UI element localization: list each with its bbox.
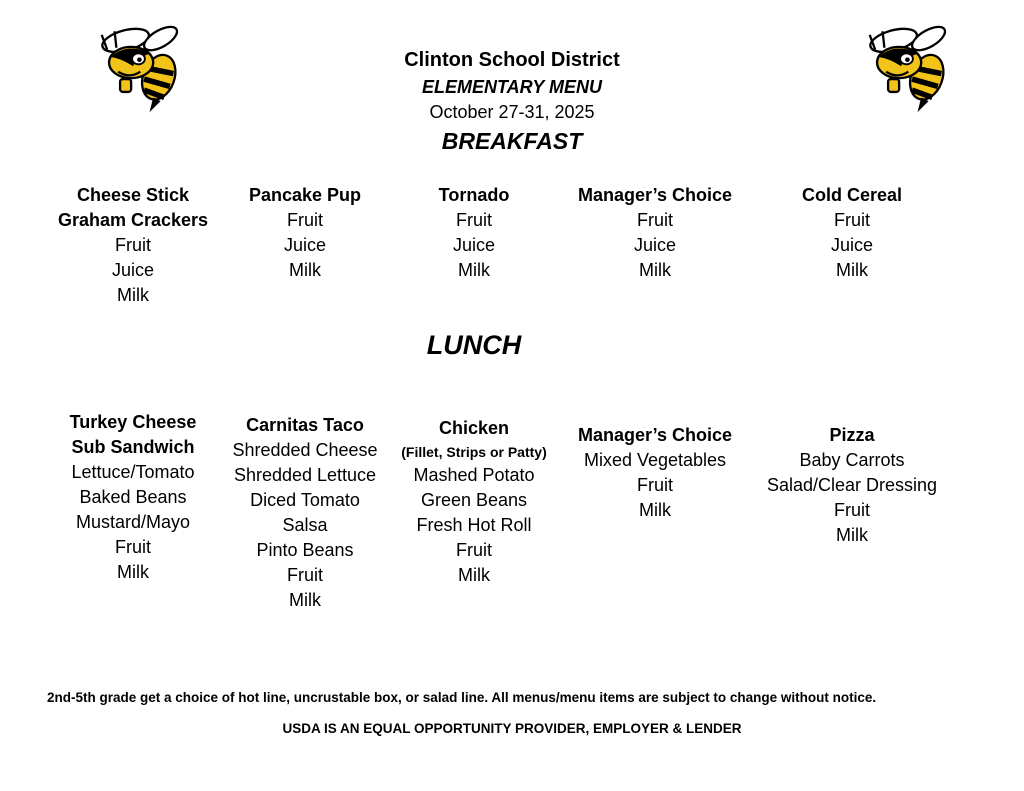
- lunch-side-item: Mixed Vegetables: [583, 450, 727, 470]
- breakfast-side-item: Juice: [111, 260, 155, 280]
- breakfast-side-item: Milk: [458, 260, 490, 280]
- breakfast-side-item: Milk: [289, 260, 321, 280]
- lunch-side-item: Baked Beans: [79, 487, 187, 507]
- lunch-main-item: Carnitas Taco: [246, 415, 364, 435]
- lunch-side-item: Fruit: [287, 565, 323, 585]
- lunch-side-item: Shredded Lettuce: [233, 465, 377, 485]
- lunch-side-item: Shredded Cheese: [232, 440, 378, 460]
- lunch-side-item: Milk: [289, 590, 321, 610]
- lunch-main-note: (Fillet, Strips or Patty): [401, 444, 547, 460]
- lunch-day-1: [33, 410, 233, 585]
- breakfast-day-4: [555, 183, 755, 283]
- breakfast-side-item: Fruit: [115, 235, 151, 255]
- menu-dates: October 27-31, 2025: [429, 102, 595, 122]
- lunch-side-item: Milk: [458, 565, 490, 585]
- breakfast-side-item: Milk: [639, 260, 671, 280]
- lunch-side-item: Lettuce/Tomato: [71, 462, 195, 482]
- lunch-side-item: Diced Tomato: [250, 490, 360, 510]
- breakfast-side-item: Fruit: [456, 210, 492, 230]
- lunch-side-item: Salsa: [282, 515, 328, 535]
- lunch-side-item: Fruit: [456, 540, 492, 560]
- breakfast-side-item: Fruit: [834, 210, 870, 230]
- lunch-side-item: Milk: [639, 500, 671, 520]
- breakfast-title: BREAKFAST: [441, 128, 583, 154]
- lunch-side-item: Milk: [117, 562, 149, 582]
- lunch-side-item: Baby Carrots: [799, 450, 905, 470]
- lunch-side-item: Fruit: [834, 500, 870, 520]
- breakfast-side-item: Milk: [117, 285, 149, 305]
- lunch-side-item: Green Beans: [420, 490, 528, 510]
- lunch-main-item: Manager’s Choice: [577, 425, 733, 445]
- lunch-day-4: [555, 423, 755, 523]
- breakfast-main-item: Cold Cereal: [801, 185, 903, 205]
- breakfast-day-5: [752, 183, 952, 283]
- usda-statement: USDA IS AN EQUAL OPPORTUNITY PROVIDER, EMPLOYER & LENDER: [282, 721, 742, 736]
- lunch-main-item: Sub Sandwich: [71, 437, 195, 457]
- lunch-side-item: Salad/Clear Dressing: [766, 475, 938, 495]
- menu-type: ELEMENTARY MENU: [421, 77, 603, 97]
- lunch-title: LUNCH: [426, 330, 522, 360]
- lunch-main-item: Pizza: [829, 425, 875, 445]
- lunch-main-item: Chicken: [438, 418, 510, 438]
- lunch-side-item: Fruit: [115, 537, 151, 557]
- breakfast-side-item: Fruit: [637, 210, 673, 230]
- lunch-side-item: Mashed Potato: [413, 465, 535, 485]
- lunch-side-item: Mustard/Mayo: [75, 512, 191, 532]
- breakfast-day-1: [33, 183, 233, 308]
- lunch-day-5: [752, 423, 952, 548]
- breakfast-main-item: Tornado: [438, 185, 510, 205]
- breakfast-side-item: Juice: [633, 235, 677, 255]
- breakfast-side-item: Milk: [836, 260, 868, 280]
- grade-choice-note: 2nd-5th grade get a choice of hot line, uncrustable box, or salad line. All menus/menu items are subject to change without notice.: [47, 690, 877, 705]
- lunch-main-item: Turkey Cheese: [69, 412, 197, 432]
- breakfast-side-item: Juice: [283, 235, 327, 255]
- breakfast-day-3: [374, 183, 574, 283]
- lunch-side-item: Fresh Hot Roll: [416, 515, 532, 535]
- lunch-side-item: Fruit: [637, 475, 673, 495]
- lunch-side-item: Milk: [836, 525, 868, 545]
- lunch-side-item: Pinto Beans: [256, 540, 354, 560]
- breakfast-main-item: Manager’s Choice: [577, 185, 733, 205]
- breakfast-main-item: Cheese Stick: [76, 185, 190, 205]
- breakfast-side-item: Fruit: [287, 210, 323, 230]
- lunch-day-3: [374, 416, 574, 588]
- breakfast-main-item: Graham Crackers: [57, 210, 209, 230]
- breakfast-main-item: Pancake Pup: [248, 185, 362, 205]
- breakfast-side-item: Juice: [830, 235, 874, 255]
- breakfast-side-item: Juice: [452, 235, 496, 255]
- district-title: Clinton School District: [404, 49, 620, 71]
